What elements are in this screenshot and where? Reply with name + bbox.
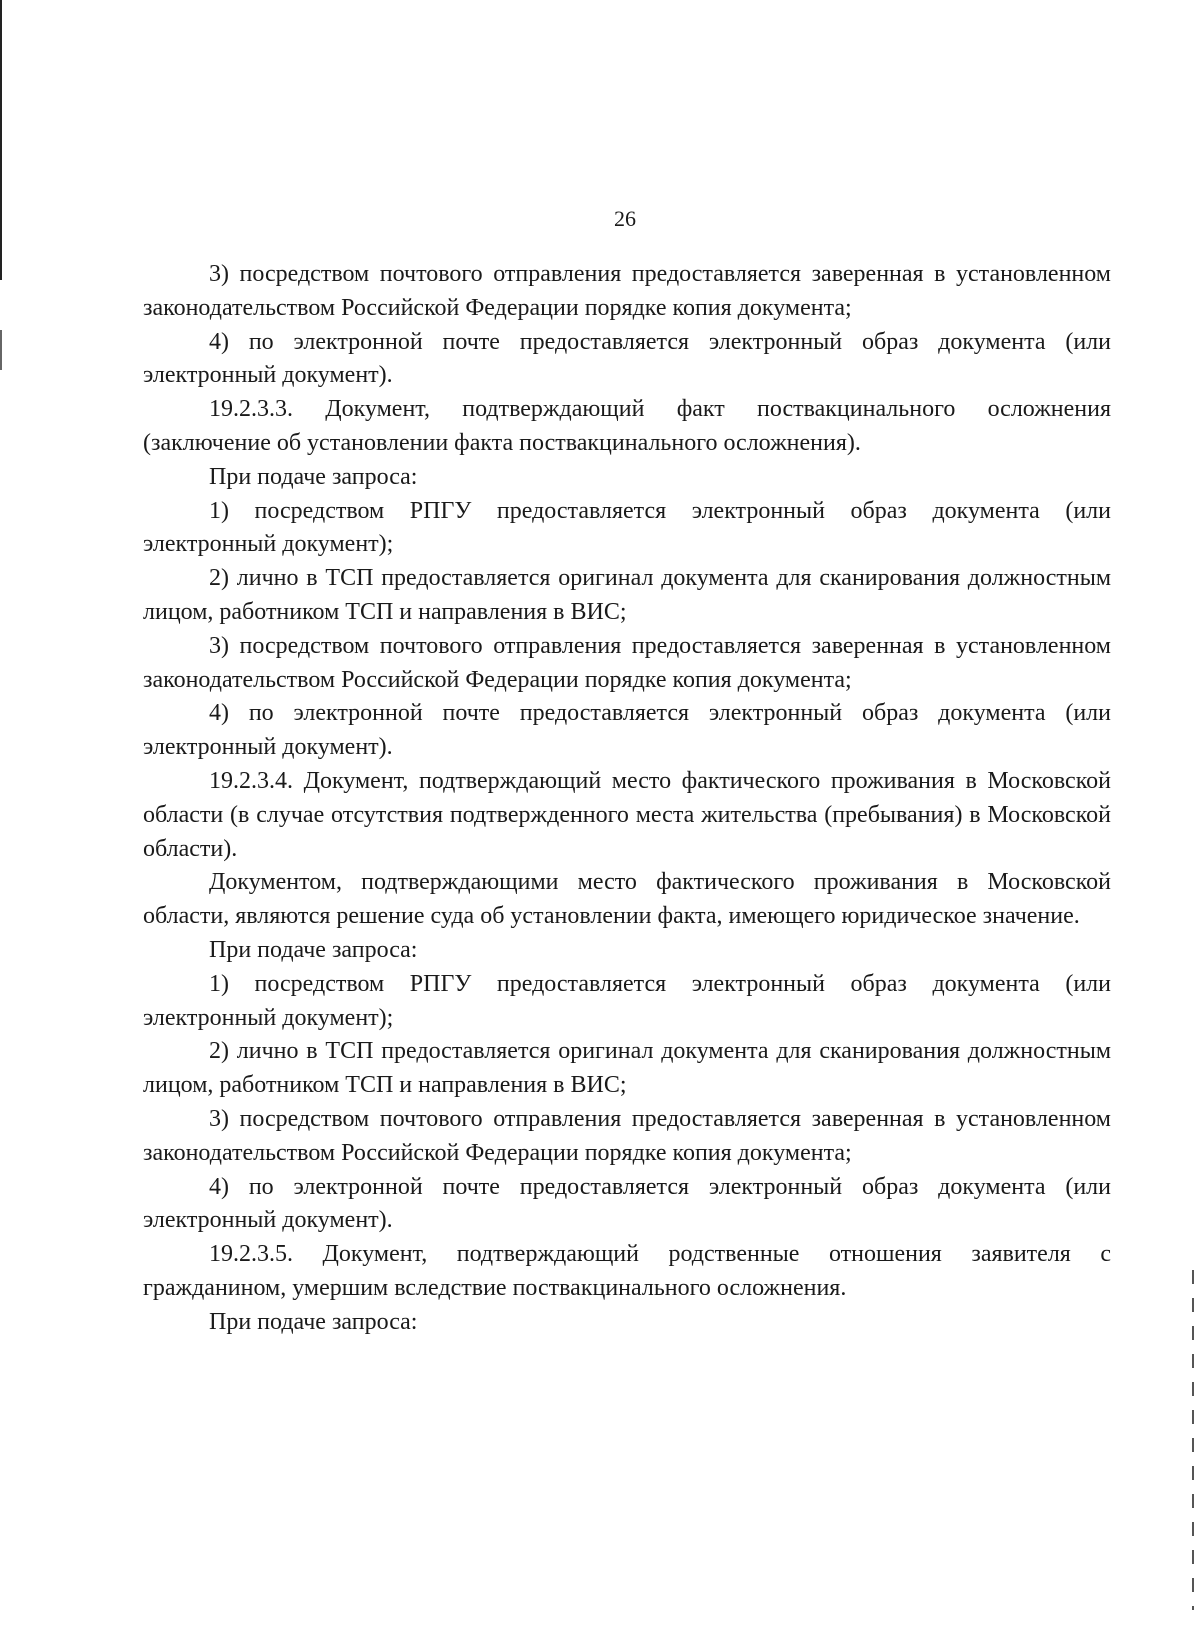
paragraph: 19.2.3.4. Документ, подтверждающий место фактического проживания в Московской области (в случае отсутствия подтвержденного места жительства (пребывания) в Московской области). (143, 767, 1111, 862)
scan-edge-mark (0, 0, 2, 280)
paragraph: 4) по электронной почте предоставляется электронный образ документа (или электронный документ). (143, 700, 1111, 761)
paragraph: Документом, подтверждающими место фактического проживания в Московской области, являются решение суда об установлении факта, имеющего юридическое значение. (143, 869, 1111, 930)
paragraph: 2) лично в ТСП предоставляется оригинал документа для сканирования должностным лицом, работником ТСП и направления в ВИС; (143, 565, 1111, 625)
paragraph: 2) лично в ТСП предоставляется оригинал документа для сканирования должностным лицом, работником ТСП и направления в ВИС; (143, 1038, 1111, 1099)
paragraph: 19.2.3.5. Документ, подтверждающий родственные отношения заявителя с гражданином, умершим вследствие поствакцинального осложнения. (143, 1241, 1111, 1301)
paragraph: 1) посредством РПГУ предоставляется электронный образ документа (или электронный документ); (143, 970, 1111, 1031)
scan-edge-mark (1192, 1270, 1194, 1610)
paragraph: 3) посредством почтового отправления предоставляется заверенная в установленном законодательством Российской Федерации порядке копия документа; (143, 1105, 1111, 1166)
paragraph: 19.2.3.3. Документ, подтверждающий факт поствакцинального осложнения (заключение об установлении факта поствакцинального осложнения). (143, 396, 1111, 456)
page-number: 26 (614, 206, 636, 231)
paragraph: 3) посредством почтового отправления предоставляется заверенная в установленном законодательством Российской Федерации порядке копия документа; (143, 632, 1111, 693)
paragraph: При подаче запроса: (209, 463, 418, 490)
paragraph: При подаче запроса: (209, 936, 418, 963)
document-body (143, 258, 1111, 1340)
paragraph: 4) по электронной почте предоставляется электронный образ документа (или электронный документ). (143, 1173, 1111, 1234)
paragraph: При подаче запроса: (209, 1308, 418, 1335)
scan-edge-mark (0, 330, 2, 370)
paragraph: 4) по электронной почте предоставляется электронный образ документа (или электронный документ). (143, 328, 1111, 389)
paragraph: 3) посредством почтового отправления предоставляется заверенная в установленном законодательством Российской Федерации порядке копия документа; (143, 261, 1111, 321)
paragraph: 1) посредством РПГУ предоставляется электронный образ документа (или электронный документ); (143, 497, 1111, 558)
